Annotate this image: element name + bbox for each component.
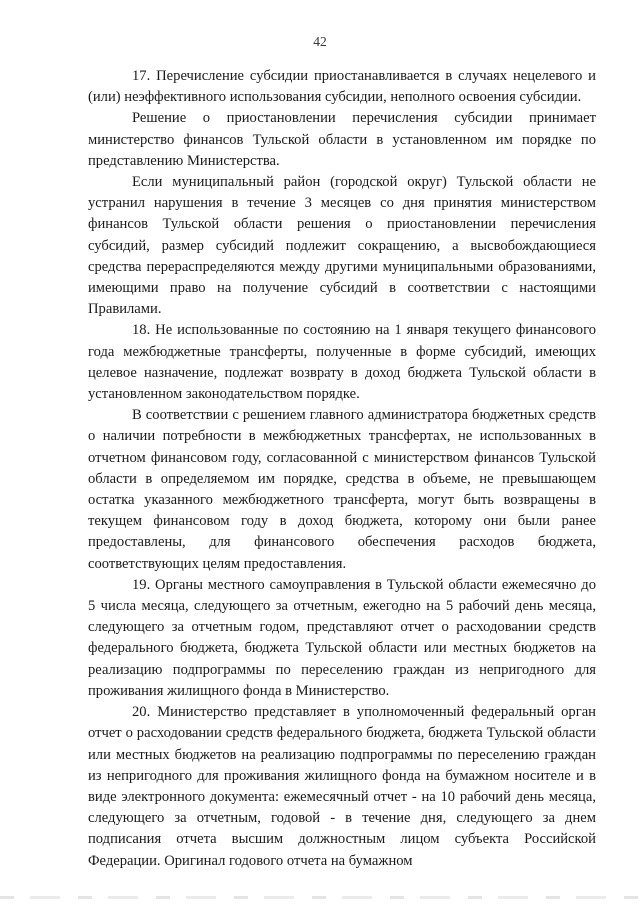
paragraph-18: 18. Не использованные по состоянию на 1 января текущего финансового года межбюджетные трансферты, полученные в форме субсидий, имеющих целевое назначение, подлежат возврату в доход бюджета Тульской области в установленном законодательством порядке. — [88, 322, 596, 403]
paragraph-violation-reduction: Если муниципальный район (городской округ) Тульской области не устранил нарушения в течение 3 месяцев со дня принятия министерством финансов Тульской области решения о приостановлении перечисления субсидий, размер субсидий подлежит сокращению, а высвобождающиеся средства перераспределяются между другими муниципальными образованиями, имеющими право на получение субсидий в соответствии с настоящими Правилами. — [88, 174, 596, 318]
page-number: 42 — [313, 34, 327, 49]
paragraph-19: 19. Органы местного самоуправления в Тульской области ежемесячно до 5 числа месяца, следующего за отчетным, ежегодно на 5 рабочий день месяца, следующего за отчетным годом, представляют отчет о расходовании средств федерального бюджета, бюджета Тульской области или местных бюджетов на реализацию подпрограммы по переселению граждан из непригодного для проживания жилищного фонда в Министерство. — [88, 576, 596, 699]
paragraph-return-of-funds: В соответствии с решением главного администратора бюджетных средств о наличии потребности в межбюджетных трансфертах, не использованных в отчетном финансовом году, согласованной с министерством финансов Тульской области в определяемом им порядке, средства в объеме, не превышающем остатка указанного межбюджетного трансферта, могут быть возвращены в текущем финансовом году в доход бюджета, которому они были ранее предоставлены, для финансового обеспечения расходов бюджета, соответствующих целям предоставления. — [88, 407, 596, 572]
paragraph-20: 20. Министерство представляет в уполномоченный федеральный орган отчет о расходовании средств федерального бюджета, бюджета Тульской области или местных бюджетов на реализацию подпрограммы по переселению граждан из непригодного для проживания жилищного фонда на бумажном носителе и в виде электронного документа: ежемесячный отчет - на 10 рабочий день месяца, следующего за отчетным, годовой - в течение дня, следующего за днем подписания отчета высшим должностным лицом субъекта Российской Федерации. Оригинал годового отчета на бумажном — [88, 704, 596, 869]
paragraph-suspension-decision: Решение о приостановлении перечисления субсидии принимает министерство финансов Тульской области в установленном им порядке по представлению Министерства. — [88, 110, 596, 169]
paragraph-17: 17. Перечисление субсидии приостанавливается в случаях нецелевого и (или) неэффективного использования субсидии, неполного освоения субсидии. — [88, 68, 596, 106]
scan-edge-artifact — [0, 896, 640, 899]
document-body — [88, 66, 596, 872]
